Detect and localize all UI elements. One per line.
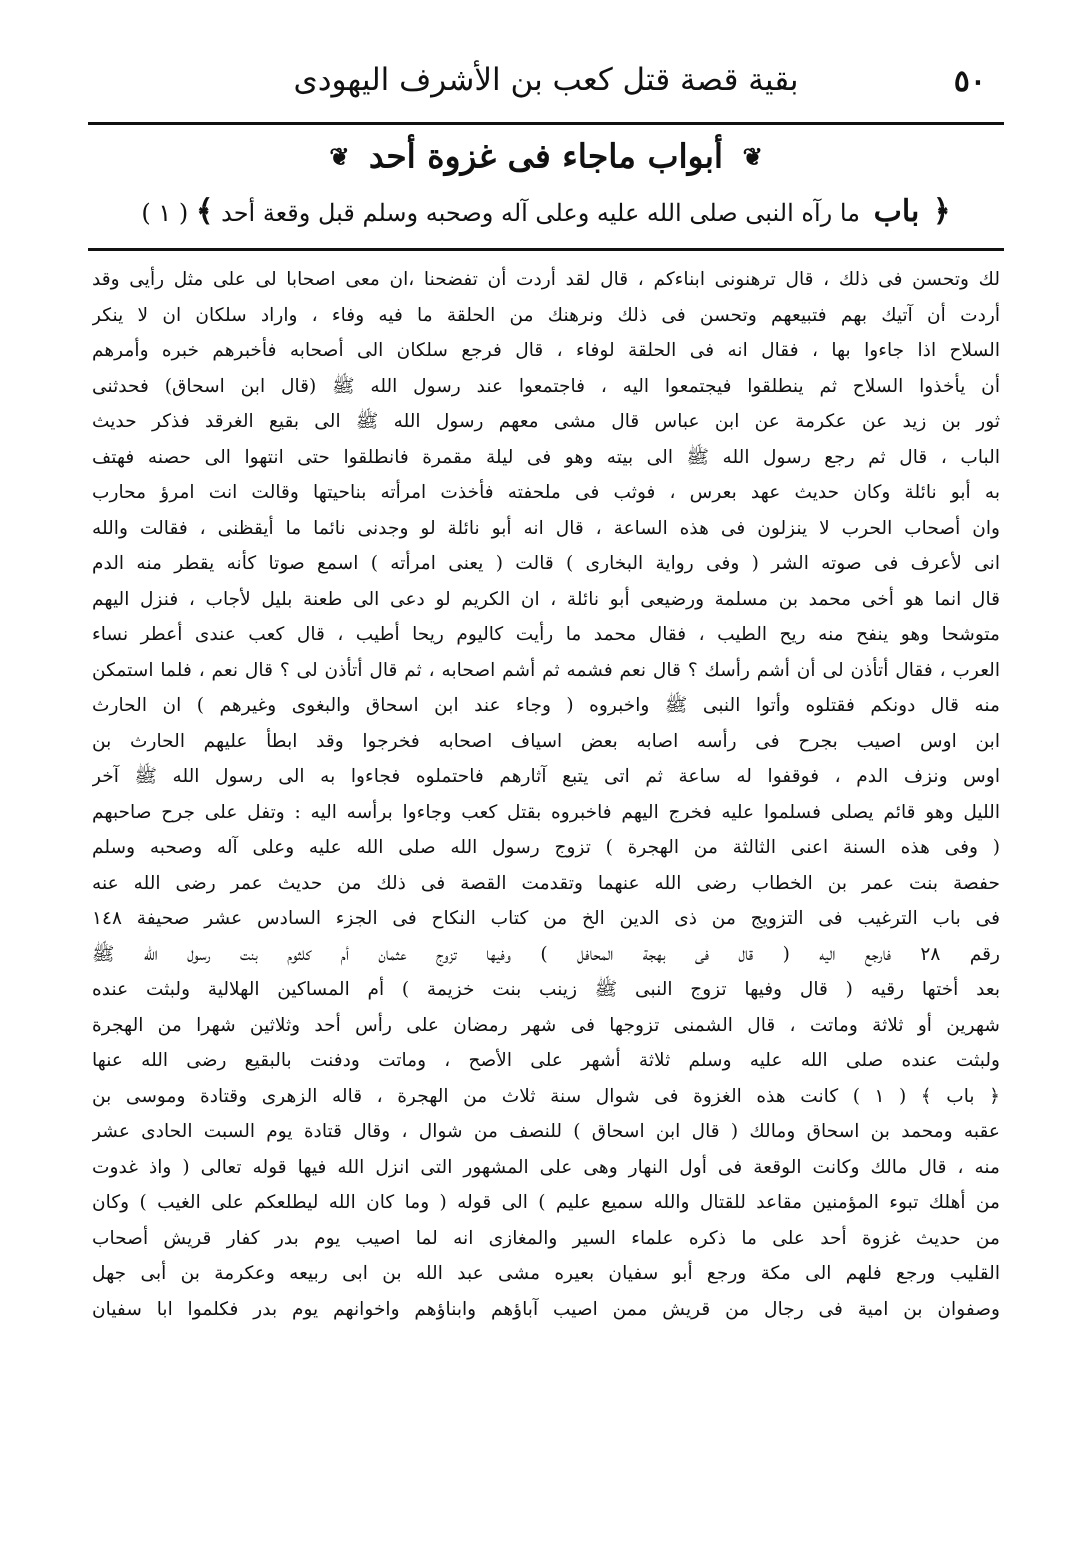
open-bracket: ﴿ bbox=[933, 194, 951, 229]
text-line: متوشحا وهو ينفح منه ريح الطيب ، فقال محمد ما رأيت كاليوم ريحا أطيب ، قال كعب عندى أعطر نساء bbox=[92, 624, 1000, 645]
section-heading bbox=[88, 194, 1004, 240]
running-header bbox=[88, 58, 1004, 110]
header-rule bbox=[88, 122, 1004, 125]
text-line: أردت أن آتيك بهم فتبيعهم وتحسن فى ذلك ونرهنك من الحلقة ما فيه وفاء ، واراد سلكان ان لا ينكر bbox=[92, 304, 1000, 326]
chapter-title-text: أبواب ماجاء فى غزوة أحد bbox=[368, 136, 724, 176]
text-line: انى لأعرف فى صوته الشر ( وفى رواية البخارى ) قالت ( يعنى امرأته ) اسمع صوتا كأنه يقطر منه الدم bbox=[92, 553, 1000, 574]
text-line: بعد أختها رقيه ( قال وفيها تزوج النبى ﷺ زينب بنت خزيمة ) أم المساكين الهلالية ولبثت عنده bbox=[92, 979, 1000, 1000]
floral-ornament-icon: ❦ bbox=[742, 141, 763, 171]
text-line: وان أصحاب الحرب لا ينزلون فى هذه الساعة ، قال انه أبو نائلة لو وجدنى نائما ما أيقظنى ، فقالت والله bbox=[92, 517, 1000, 539]
text-line: فى باب الترغيب فى التزويج من ذى الدين الخ من كتاب النكاح فى الجزء السادس عشر صحيفة ١٤٨ bbox=[92, 908, 1000, 929]
text-line: منه ، قال مالك وكانت الوقعة فى أول النهار وهى على المشهور التى انزل الله فيها قوله تعالى ( واذ غدوت bbox=[92, 1156, 1000, 1178]
text-line: ( وفى هذه السنة اعنى الثالثة من الهجرة ) تزوج رسول الله صلى الله عليه وعلى آله وصحبه وسلم bbox=[92, 837, 1000, 858]
text-line: من أهلك تبوء المؤمنين مقاعد للقتال والله سميع عليم ) الى قوله ( وما كان الله ليطلعكم على الغيب ) وكان bbox=[92, 1192, 1000, 1213]
footnote-line: ﴿ باب ﴾ ( ١ ) كانت هذه الغزوة فى شوال سنة ثلاث من الهجرة ، قاله الزهرى وقتادة وموسى بن bbox=[92, 1085, 1000, 1107]
text-line: القليب ورجع فلهم الى مكة ورجع أبو سفيان بعيره مشى عبد الله بن ابى ربيعه وعكرمة بن أبى جهل bbox=[92, 1263, 1000, 1284]
text-line: منه قال دونكم فقتلوه وأتوا النبى ﷺ واخبروه ( وجاء عند ابن اسحاق والبغوى وغيرهم ) ان الحارث bbox=[92, 695, 1000, 716]
text-line: الباب ، قال ثم رجع رسول الله ﷺ الى بيته وهو فى ليلة مقمرة فانطلقوا حتى انتهوا الى حصنه فهتف bbox=[92, 446, 1000, 468]
text-line: ثور بن زيد عن عكرمة عن ابن عباس قال مشى معهم رسول الله ﷺ الى بقيع الغرقد فذكر حديث bbox=[92, 411, 1000, 432]
chapter-title bbox=[88, 134, 1004, 188]
body-text bbox=[92, 262, 1000, 1327]
text-line: السلاح اذا جاءوا بها ، فقال انه فى الحلقة لوفاء ، قال فرجع سلكان الى أصحابه فأخبرهم خبره وأمرهم bbox=[92, 340, 1000, 361]
text-line: اوس ونزف الدم ، فوقفوا له ساعة ثم اتى يتبع آثارهم فاحتملوه فجاءوا به الى رسول الله ﷺ آخر bbox=[92, 766, 1000, 787]
page-number: ٥٠ bbox=[953, 64, 986, 99]
text-line: من حديث غزوة أحد على ما ذكره علماء السير والمغازى انه لما اصيب يوم بدر كفار قريش أصحاب bbox=[92, 1227, 1000, 1249]
text-line: أن يأخذوا السلاح ثم ينطلقوا فيجتمعوا اليه ، فاجتمعوا عند رسول الله ﷺ (قال ابن اسحاق) فحدثنى bbox=[92, 375, 1000, 397]
text-line: عقبه ومحمد بن اسحاق ومالك ( قال ابن اسحاق ) للنصف من شوال ، وقال قتادة يوم السبت الحادى عشر bbox=[92, 1121, 1000, 1142]
close-bracket: ﴾ bbox=[195, 194, 214, 229]
section-label: باب bbox=[873, 194, 920, 229]
floral-ornament-icon: ❦ bbox=[329, 141, 350, 171]
footnote-ref: ( ١ ) bbox=[141, 199, 189, 227]
text-line: به أبو نائلة وكان حديث عهد بعرس ، فوثب فى ملحفته فأخذت امرأته بناحيتها وقالت انت امرؤ محارب bbox=[92, 482, 1000, 503]
text-line: العرب ، فقال أتأذن لى أن أشم رأسك ؟ قال نعم فشمه ثم أشم اصحابه ، ثم قال أتأذن لى ؟ قال نعم ، فلما استمكن bbox=[92, 659, 1000, 681]
text-line: قال انما هو أخى محمد بن مسلمة ورضيعى أبو نائلة ، ان الكريم لو دعى الى طعنة بليل لأجاب ، فنزل اليهم bbox=[92, 588, 1000, 610]
text-line: حفصة بنت عمر بن الخطاب رضى الله عنهما وتقدمت القصة فى ذلك من حديث عمر رضى الله عنه bbox=[92, 872, 1000, 894]
text-line: لك وتحسن فى ذلك ، قال ترهنونى ابناءكم ، قال لقد أردت أن تفضحنا ،ان معى اصحابا لى على مثل رأيى وقد bbox=[92, 269, 1000, 290]
section-rule bbox=[88, 248, 1004, 251]
section-heading-text: ما رآه النبى صلى الله عليه وعلى آله وصحبه وسلم قبل وقعة أحد bbox=[221, 199, 861, 227]
text-line: شهرين أو ثلاثة وماتت ، قال الشمنى تزوجها فى شهر رمضان على رأس أحد وثلاثين شهرا من الهجرة bbox=[92, 1014, 1000, 1036]
text-line: ولبثت عنده صلى الله عليه وسلم ثلاثة أشهر على الأصح ، وماتت ودفنت بالبقيع رضى الله عنها bbox=[92, 1050, 1000, 1071]
text-line: وصفوان بن امية فى رجال من قريش ممن اصيب آباؤهم وابناؤهم واخوانهم يوم بدر فكلموا ابا سفيان bbox=[92, 1298, 1000, 1320]
running-title: بقية قصة قتل كعب بن الأشرف اليهودى bbox=[293, 62, 799, 98]
text-line: الليل وهو قائم يصلى فسلموا عليه فخرج اليهم فاخبروه بقتل كعب وجاءوا برأسه اليه : وتفل على جرح صاحبهم bbox=[92, 801, 1000, 823]
text-line: رقم ٢٨ فارجع اليه ( قال فى بهجة المحافل ) وفيها تزوج عثمان أم كلثوم بنت رسول الله ﷺ bbox=[92, 943, 1000, 965]
text-line: ابن اوس اصيب بجرح فى رأسه اصابه بعض اسياف اصحابه فخرجوا وقد ابطأ عليهم الحارث بن bbox=[92, 730, 1000, 752]
